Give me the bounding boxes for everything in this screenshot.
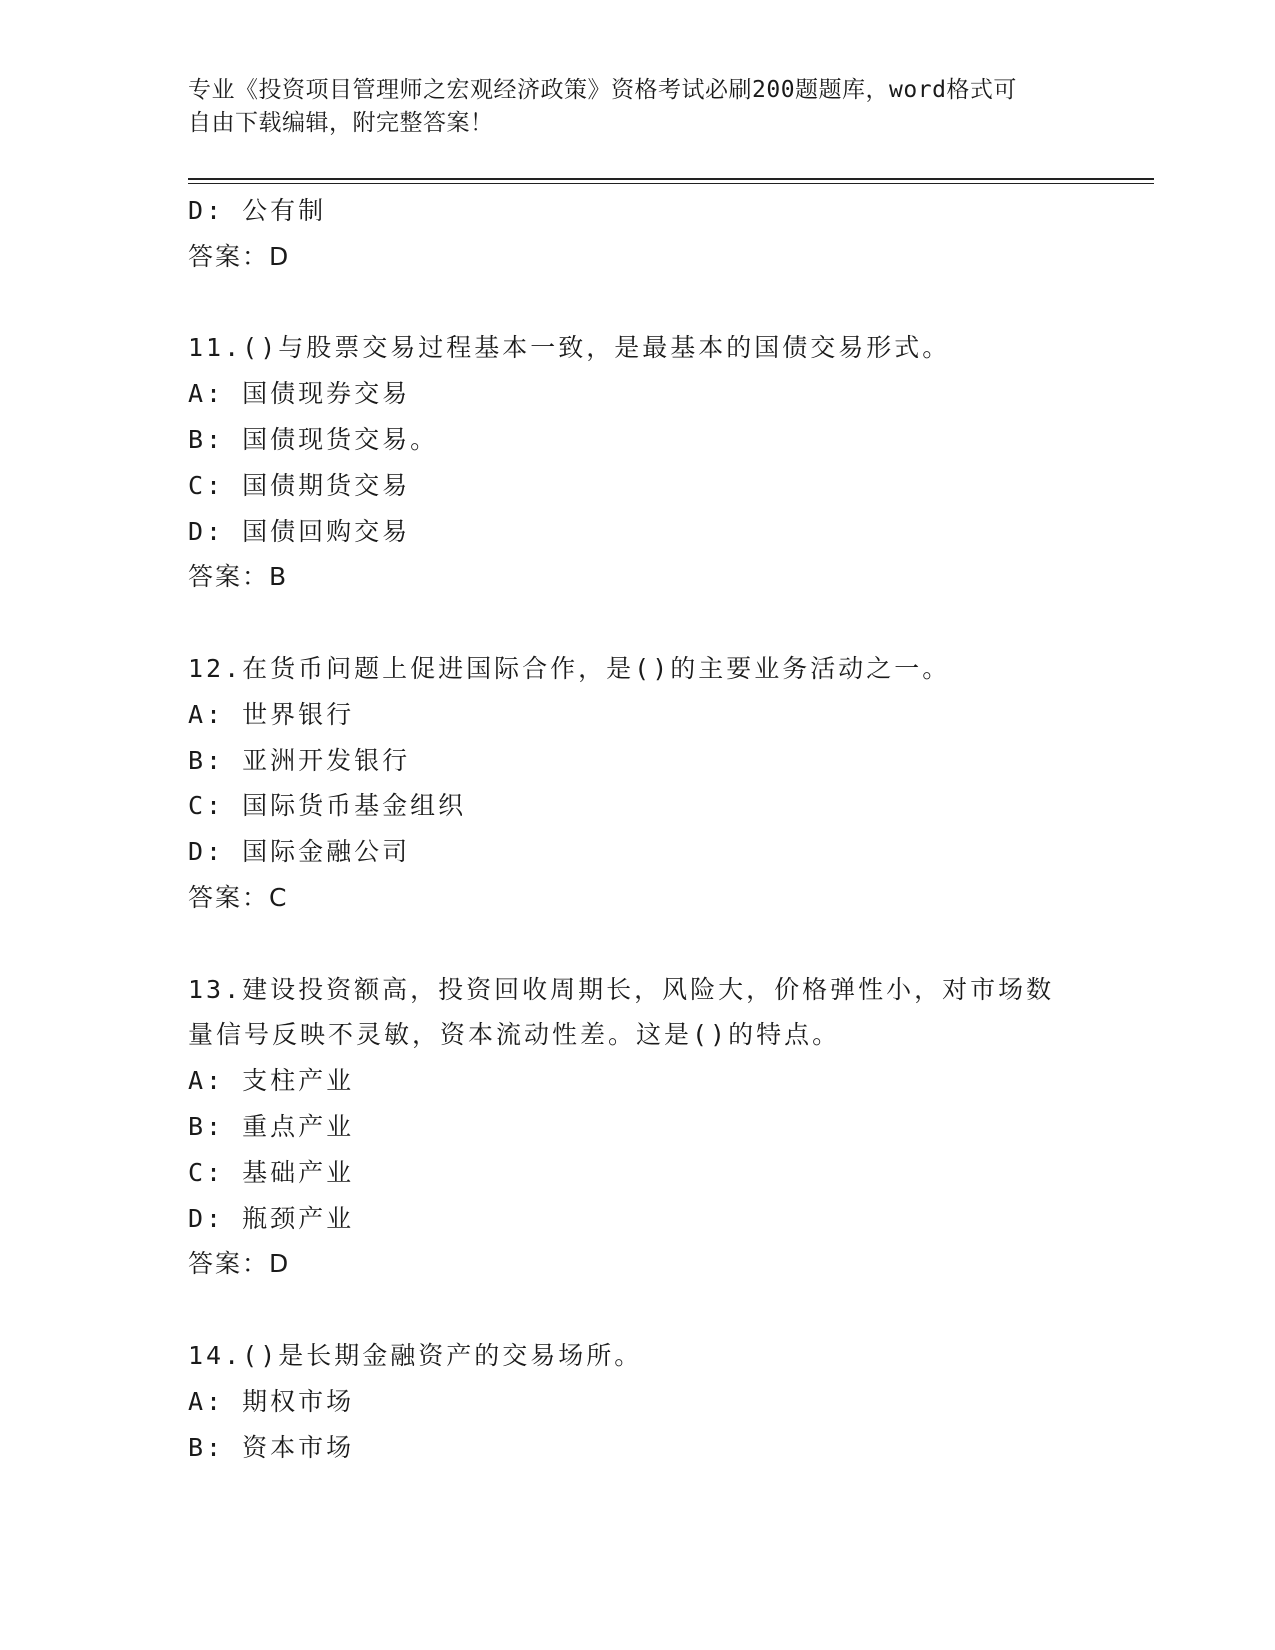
question-11-text: 11.()与股票交易过程基本一致，是最基本的国债交易形式。 xyxy=(188,333,951,363)
question-12-text: 12.在货币问题上促进国际合作，是()的主要业务活动之一。 xyxy=(188,653,951,683)
option-d-q10: D: 公有制 xyxy=(188,196,327,225)
question-14-option-a: A: 期权市场 xyxy=(188,1386,355,1416)
question-11-option-a: A: 国债现券交易 xyxy=(188,379,411,409)
answer-q10: 答案：D xyxy=(188,241,291,271)
header-divider-thick xyxy=(188,178,1154,180)
question-14-option-b: B: 资本市场 xyxy=(188,1432,355,1462)
question-11-option-b: B: 国债现货交易。 xyxy=(188,424,439,454)
question-13-option-b: B: 重点产业 xyxy=(188,1111,355,1141)
question-13-text-line-2: 量信号反映不灵敏，资本流动性差。这是()的特点。 xyxy=(188,1020,841,1050)
spacer xyxy=(188,921,1088,967)
question-12-answer: 答案：C xyxy=(188,882,289,912)
document-header xyxy=(188,74,1088,140)
question-13-text-line-1: 13.建设投资额高，投资回收周期长，风险大，价格弹性小，对市场数 xyxy=(188,974,1055,1004)
question-13-option-a: A: 支柱产业 xyxy=(188,1066,355,1096)
question-12-option-d: D: 国际金融公司 xyxy=(188,837,411,867)
spacer xyxy=(188,1287,1088,1333)
question-14-text: 14.()是长期金融资产的交易场所。 xyxy=(188,1340,643,1370)
question-11-option-d: D: 国债回购交易 xyxy=(188,516,411,546)
header-title-line-1: 专业《投资项目管理师之宏观经济政策》资格考试必刷200题题库，word格式可 xyxy=(188,77,1017,103)
question-11-option-c: C: 国债期货交易 xyxy=(188,470,411,500)
question-13-option-c: C: 基础产业 xyxy=(188,1157,355,1187)
header-divider-thin xyxy=(188,183,1154,184)
header-title-line-2: 自由下载编辑，附完整答案！ xyxy=(188,110,494,136)
question-12-option-c: C: 国际货币基金组织 xyxy=(188,791,467,821)
spacer xyxy=(188,600,1088,646)
question-12-option-a: A: 世界银行 xyxy=(188,699,355,729)
question-12-option-b: B: 亚洲开发银行 xyxy=(188,745,411,775)
spacer xyxy=(188,280,1088,326)
question-13-answer: 答案：D xyxy=(188,1249,291,1279)
question-list xyxy=(188,188,1088,1470)
question-11-answer: 答案：B xyxy=(188,562,289,592)
question-13-option-d: D: 瓶颈产业 xyxy=(188,1203,355,1233)
